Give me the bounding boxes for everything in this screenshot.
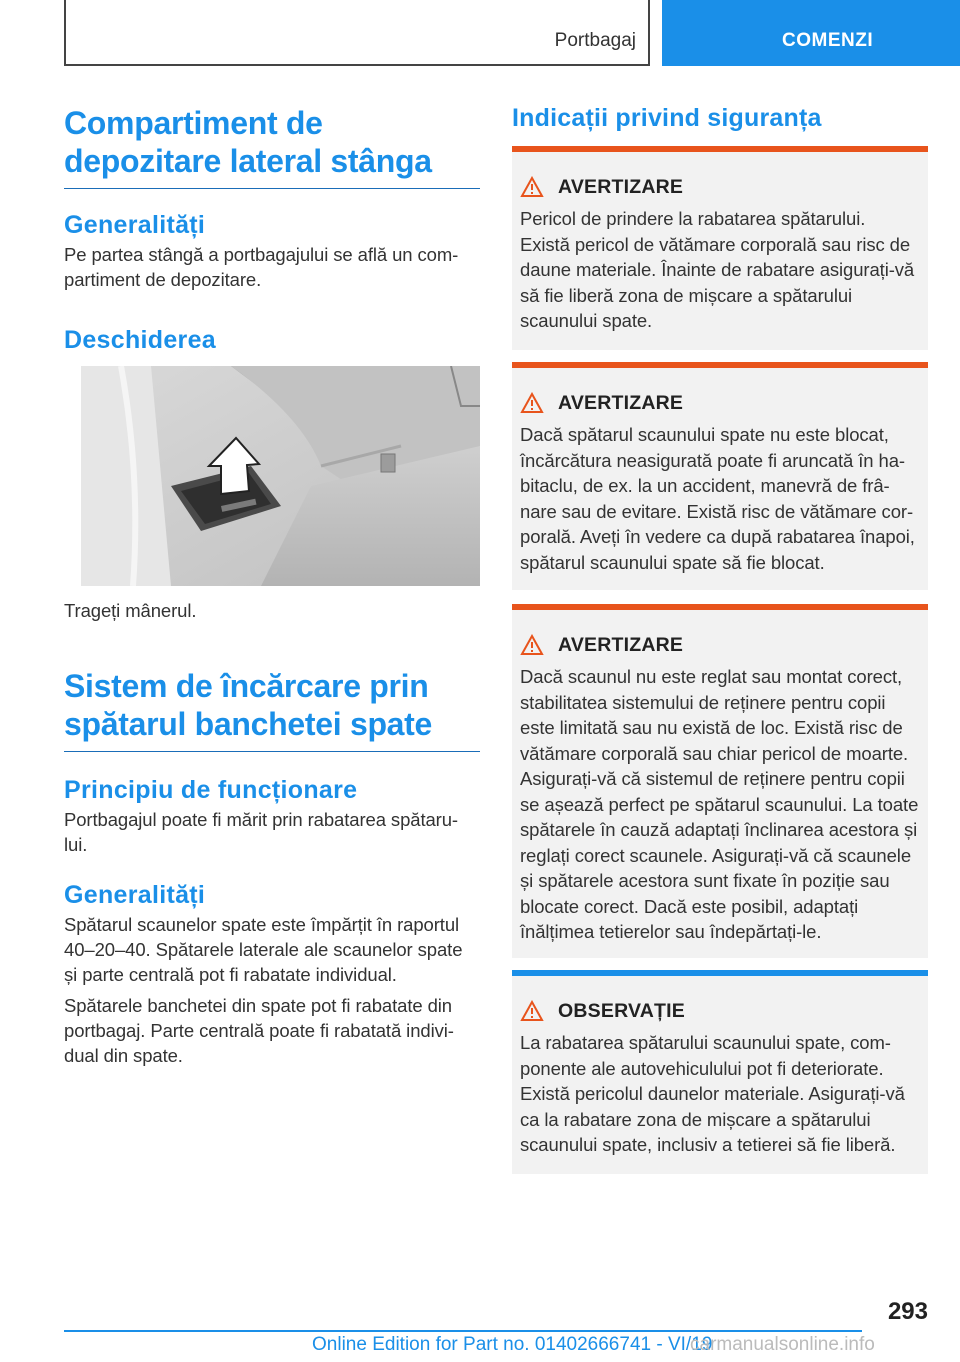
warning-triangle-icon	[520, 392, 544, 414]
paragraph-pull-handle: Trageți mânerul.	[64, 600, 197, 621]
warning-label: AVERTIZARE	[558, 391, 684, 414]
divider	[64, 188, 480, 189]
warning-label: AVERTIZARE	[558, 175, 684, 198]
heading-opening: Deschiderea	[64, 326, 216, 354]
warning-triangle-icon	[520, 634, 544, 656]
section-title: Portbagaj	[554, 30, 636, 51]
header-section	[64, 0, 650, 66]
edition-text: Online Edition for Part no. 01402666741 - VI/19	[312, 1334, 713, 1355]
heading-safety: Indicații privind siguranța	[512, 104, 822, 132]
header-tab-comenzi[interactable]	[662, 0, 960, 66]
divider	[64, 751, 480, 752]
warning-triangle-icon	[520, 176, 544, 198]
warning-bar	[512, 362, 928, 368]
heading-loading-system: Sistem de încărcare prin spătarul banchetei spate	[64, 668, 433, 742]
warning-box-1	[512, 146, 928, 350]
page-number: 293	[887, 1298, 928, 1325]
note-text: La rabatarea spătarului scaunului spate, com-ponente ale autovehiculului pot fi deteriorate. Există pericolul daunelor materiale. Asigurați-vă ca la rabatare zona de mișcare a spătarului scaunului spate, inclusiv a tetierei să fie liberă.	[520, 1032, 905, 1155]
paragraph-general-1: Pe partea stângă a portbagajului se află un com-partiment de depozitare.	[64, 244, 459, 290]
paragraph-general-2a: Spătarul scaunelor spate este împărțit în raportul 40–20–40. Spătarele laterale ale scaunelor spate și parte centrală pot fi rabatate individual.	[64, 914, 463, 985]
warning-label: AVERTIZARE	[558, 633, 684, 656]
heading-side-compartment: Compartiment de depozitare lateral stânga	[64, 105, 432, 179]
tab-label: COMENZI	[782, 30, 874, 51]
left-column-lower	[64, 598, 480, 1068]
warning-text: Dacă scaunul nu este reglat sau montat corect, stabilitatea sistemului de reținere pentru copii este limitată sau nu există de loc. Există risc de vătămare corporală sau chiar pericol de moarte. Asigurați-vă că sistemul de reținere pentru copii se așează perfect pe spătarul scaunului. La toate spătarele în cauză adaptați înclinarea acestora și reglați corect scaunele. Asigurați-vă că scaunele și spătarele acestora sunt fixate în poziție sau blocate corect. Dacă este posibil, adaptați înălțimea tetierelor sau îndepărtați-le.	[520, 666, 919, 942]
warning-text: Pericol de prindere la rabatarea spătarului. Există pericol de vătămare corporală sau risc de daune materiale. Înainte de rabatare asigurați-vă să fie liberă zona de mișcare a spătarului scaunului spate.	[520, 208, 915, 331]
warning-bar	[512, 604, 928, 610]
paragraph-general-2b: Spătarele banchetei din spate pot fi rabatate din portbagaj. Parte centrală poate fi rabatată indivi-dual din spate.	[64, 995, 454, 1066]
warning-box-2	[512, 362, 928, 590]
heading-general-2: Generalități	[64, 881, 206, 909]
left-column	[64, 104, 480, 355]
note-label: OBSERVAȚIE	[558, 999, 685, 1022]
paragraph-principle: Portbagajul poate fi mărit prin rabatarea spătaru-lui.	[64, 809, 458, 855]
trunk-compartment-photo	[81, 366, 480, 586]
warning-triangle-icon	[520, 1000, 544, 1022]
warning-box-3	[512, 604, 928, 958]
heading-principle: Principiu de funcționare	[64, 776, 358, 804]
warning-bar	[512, 146, 928, 152]
note-box	[512, 970, 928, 1174]
footer-divider	[64, 1330, 862, 1332]
heading-general-1: Generalități	[64, 211, 206, 239]
warning-bar	[512, 970, 928, 976]
watermark: carmanualsonline.info	[690, 1334, 875, 1355]
warning-text: Dacă spătarul scaunului spate nu este blocat, încărcătura neasigurată poate fi aruncată în ha-bitaclu, de ex. la un accident, manevră de frâ-nare sau de evitare. Există risc de vătămare cor-porală. Aveți în vedere ca după rabatarea înapoi, spătarul scaunului spate să fie blocat.	[520, 424, 915, 573]
